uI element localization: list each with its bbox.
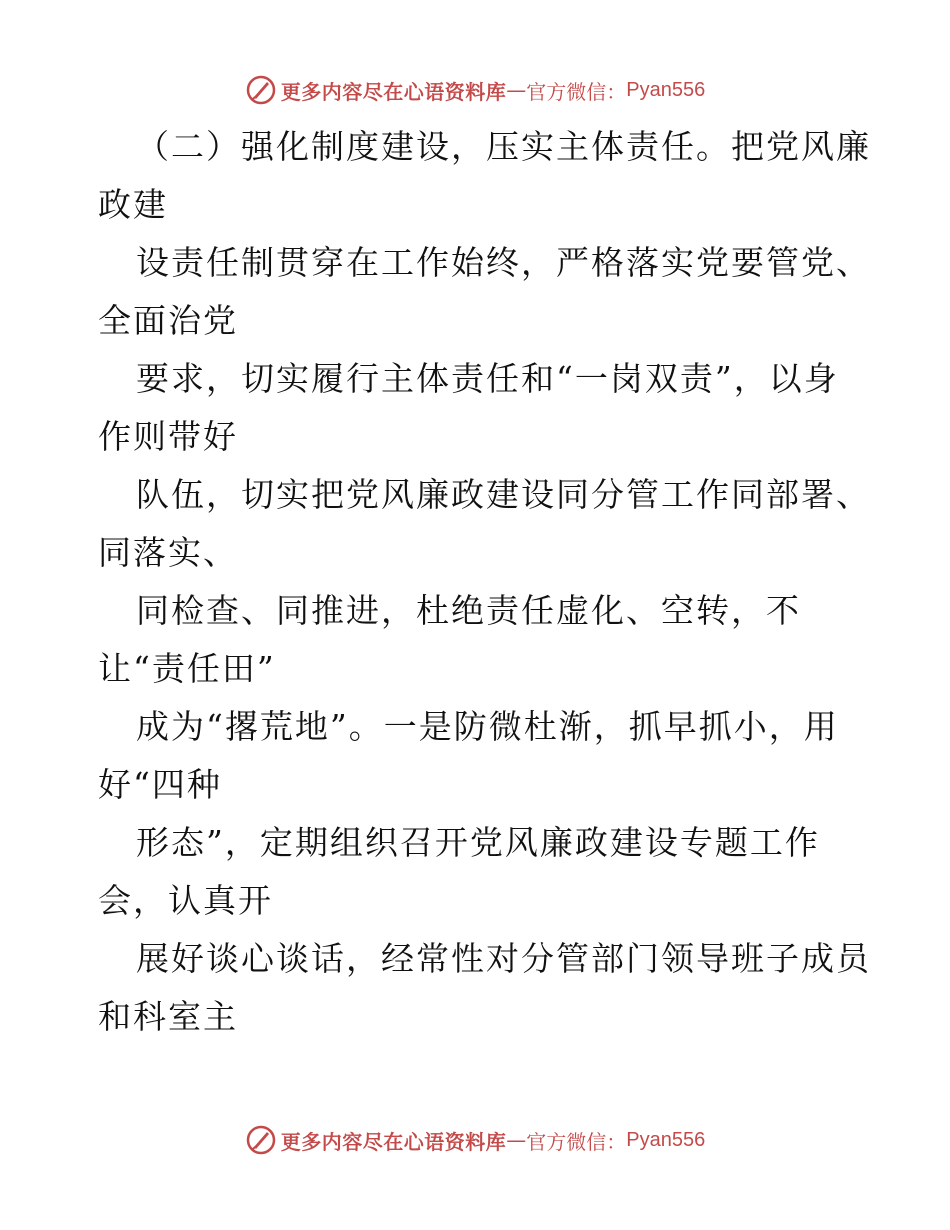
banner-brand-text: 更多内容尽在心语资料库 bbox=[280, 1129, 507, 1154]
text-line: 会，认真开 bbox=[98, 881, 273, 920]
text-line: （二）强化制度建设，压实主体责任。把党风廉 bbox=[136, 127, 871, 166]
banner-brand-text: 更多内容尽在心语资料库 bbox=[280, 79, 507, 104]
document-body bbox=[98, 118, 871, 1046]
text-line: 政建 bbox=[98, 185, 168, 224]
text-line: 成为“撂荒地”。一是防微杜渐，抓早抓小，用 bbox=[136, 707, 839, 746]
banner-wechat-id: Pyan556 bbox=[626, 1128, 706, 1151]
text-line: 队伍，切实把党风廉政建设同分管工作同部署、 bbox=[136, 475, 871, 514]
text-line: 要求，切实履行主体责任和“一岗双责”，以身 bbox=[136, 359, 839, 398]
text-line: 设责任制贯穿在工作始终，严格落实党要管党、 bbox=[136, 243, 871, 282]
text-line: 同检查、同推进，杜绝责任虚化、空转，不 bbox=[136, 591, 801, 630]
text-line: 同落实、 bbox=[98, 533, 238, 572]
text-line: 和科室主 bbox=[98, 997, 238, 1036]
banner-wechat-label: 官方微信： bbox=[526, 79, 627, 104]
header-watermark-banner bbox=[0, 70, 950, 110]
banner-wechat-label: 官方微信： bbox=[526, 1129, 627, 1154]
quill-logo-icon bbox=[245, 1124, 277, 1156]
banner-dash: — bbox=[506, 1128, 527, 1152]
text-line: 形态”，定期组织召开党风廉政建设专题工作 bbox=[136, 823, 820, 862]
quill-logo-icon bbox=[245, 74, 277, 106]
text-line: 全面治党 bbox=[98, 301, 238, 340]
text-line: 让“责任田” bbox=[98, 649, 276, 688]
banner-dash: — bbox=[506, 78, 527, 102]
text-line: 作则带好 bbox=[98, 417, 238, 456]
text-line: 好“四种 bbox=[98, 765, 222, 804]
footer-watermark-banner bbox=[0, 1120, 950, 1160]
text-line: 展好谈心谈话，经常性对分管部门领导班子成员 bbox=[136, 939, 871, 978]
banner-wechat-id: Pyan556 bbox=[626, 78, 706, 101]
